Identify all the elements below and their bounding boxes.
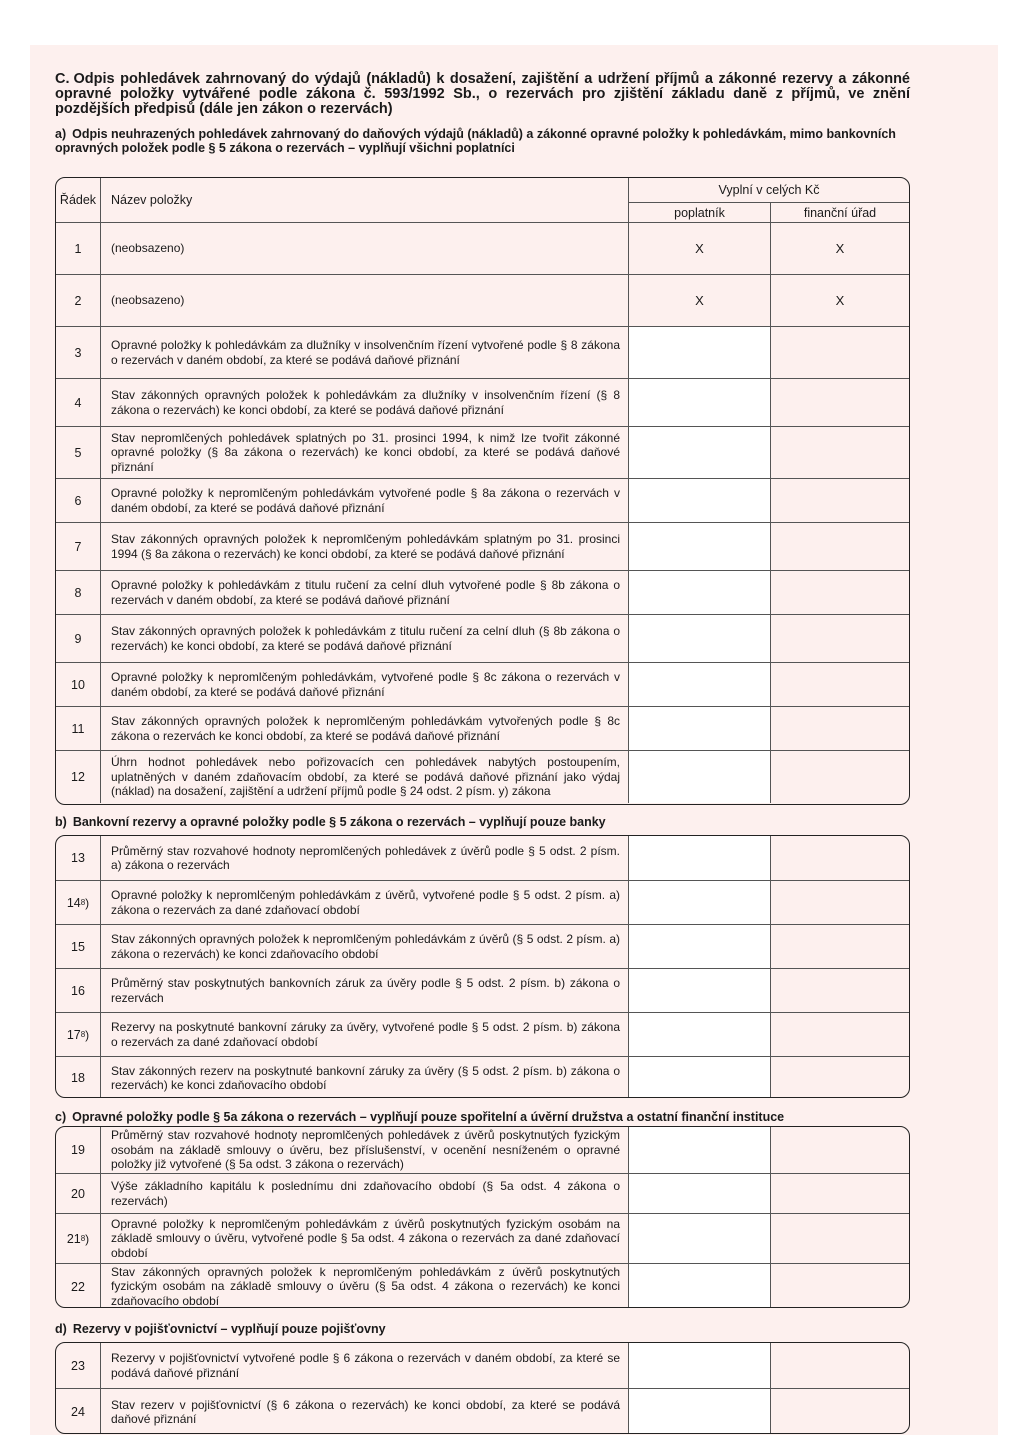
- table-row: [56, 1012, 909, 1056]
- taxpayer-value-crossed: X: [629, 275, 771, 326]
- footnote-mark: 8: [80, 1030, 86, 1039]
- table-part-a: [55, 177, 910, 805]
- taxpayer-value-field[interactable]: [629, 1214, 771, 1263]
- taxpayer-value-field[interactable]: [629, 1127, 771, 1173]
- taxpayer-value-field[interactable]: [629, 523, 771, 570]
- tax-office-value-field: [771, 925, 909, 968]
- row-number: [56, 223, 101, 274]
- tax-office-value-field: [771, 523, 909, 570]
- taxpayer-value-field[interactable]: [629, 1389, 771, 1434]
- row-number: [56, 1264, 101, 1308]
- row-number-text: 1: [74, 241, 82, 256]
- row-number-text: 21: [66, 1231, 81, 1246]
- row-number-text: 10: [71, 677, 85, 692]
- row-number-text: 2: [74, 293, 82, 308]
- footnote-mark: 8: [80, 898, 86, 907]
- footnote-paren: ): [85, 895, 90, 910]
- footnote-mark: 8: [80, 1234, 86, 1243]
- row-number: [56, 523, 101, 570]
- tax-office-value-field: [771, 1127, 909, 1173]
- taxpayer-value-field[interactable]: [629, 707, 771, 750]
- taxpayer-value-field[interactable]: [629, 1013, 771, 1056]
- header-values: [629, 178, 909, 222]
- table-header: [56, 178, 909, 222]
- header-tax-office: finanční úřad: [803, 205, 877, 220]
- section-c-title: [55, 72, 910, 117]
- row-number-text: 19: [71, 1143, 85, 1157]
- row-item-name: Opravné položky k nepromlčeným pohledávkám z úvěrů, vytvořené podle § 5 odst. 2 písm. a) zákona o rezervách za dané zdaňovací období: [101, 881, 629, 924]
- row-item-name: Stav nepromlčených pohledávek splatných po 31. prosinci 1994, k nimž lze tvořit zákonné opravné položky (§ 8a zákona o rezervách) ke konci období, za které se podává daňové přiznání: [101, 427, 629, 478]
- tax-office-value-crossed: X: [835, 293, 845, 308]
- part-d-text: Rezervy v pojišťovnictví – vyplňují pouze pojišťovny: [72, 1322, 386, 1336]
- row-number: [56, 571, 101, 614]
- row-item-name: Stav zákonných opravných položek k pohledávkám za dlužníky v insolvenčním řízení (§ 8 zákona o rezervách) ke konci období, za které se podává daňové přiznání: [101, 379, 629, 426]
- table-row: [56, 570, 909, 614]
- row-item-name: (neobsazeno): [101, 275, 629, 326]
- taxpayer-value-field[interactable]: [629, 427, 771, 478]
- row-number-text: 3: [74, 345, 82, 360]
- row-number: [56, 615, 101, 662]
- table-row: [56, 968, 909, 1012]
- part-c-label: c): [55, 1110, 67, 1124]
- taxpayer-value-field[interactable]: [629, 1343, 771, 1388]
- part-c-text: Opravné položky podle § 5a zákona o rezervách – vyplňují pouze spořitelní a úvěrní družstva a ostatní finanční instituce: [72, 1110, 785, 1124]
- row-number: [56, 427, 101, 478]
- row-item-name: Průměrný stav rozvahové hodnoty nepromlčených pohledávek z úvěrů podle § 5 odst. 2 písm. a) zákona o rezervách: [101, 836, 629, 880]
- part-c-title: [55, 1110, 910, 1124]
- tax-office-value-crossed: X: [835, 241, 845, 256]
- row-number-text: 24: [71, 1405, 85, 1419]
- row-number: [56, 1214, 101, 1263]
- table-row: [56, 706, 909, 750]
- taxpayer-value-crossed: X: [629, 223, 771, 274]
- row-number-text: 12: [71, 770, 85, 784]
- row-number-text: 11: [71, 721, 85, 736]
- row-item-name: Úhrn hodnot pohledávek nebo pořizovacích cen pohledávek nabytých postoupením, uplatněných v daném zdaňovacím období, za které se podává daňové přiznání jako výdaj (náklad) na dosažení, zajištění a udržení příjmů podle § 24 odst. 2 písm. y) zákona: [101, 751, 629, 803]
- tax-office-value-field: [771, 969, 909, 1012]
- footnote-paren: ): [85, 1231, 90, 1246]
- table-row: [56, 1213, 909, 1263]
- table-part-d: [55, 1342, 910, 1434]
- table-row: [56, 326, 909, 378]
- table-row: [56, 378, 909, 426]
- table-row: [56, 1173, 909, 1213]
- row-item-name: Stav zákonných opravných položek k nepromlčeným pohledávkám z úvěrů (§ 5 odst. 2 písm. a) zákona o rezervách) ke konci zdaňovacího období: [101, 925, 629, 968]
- tax-office-value-field: [771, 836, 909, 880]
- row-item-name: Opravné položky k nepromlčeným pohledávkám, vytvořené podle § 8c zákona o rezervách v daném období, za které se podává daňové přiznání: [101, 663, 629, 706]
- table-row: [56, 1263, 909, 1308]
- table-row: [56, 662, 909, 706]
- header-value-columns: [629, 203, 909, 222]
- row-number: [56, 969, 101, 1012]
- part-d-label: d): [55, 1322, 67, 1336]
- table-row: [56, 478, 909, 522]
- row-number: [56, 1127, 101, 1173]
- row-item-name: Opravné položky k nepromlčeným pohledávkám vytvořené podle § 8a zákona o rezervách v daném období, za které se podává daňové přiznání: [101, 479, 629, 522]
- table-row: [56, 880, 909, 924]
- row-number-text: 18: [71, 1071, 85, 1085]
- taxpayer-value-field[interactable]: [629, 479, 771, 522]
- row-number: [56, 836, 101, 880]
- tax-office-value-field: [771, 1013, 909, 1056]
- table-row: [56, 274, 909, 326]
- part-d-title: [55, 1322, 910, 1336]
- part-b-label: b): [55, 815, 67, 829]
- tax-office-value-field: [771, 327, 909, 378]
- row-number-text: 16: [71, 983, 85, 998]
- row-item-name: Stav zákonných opravných položek k nepromlčeným pohledávkám splatným po 31. prosinci 1994 (§ 8a zákona o rezervách) ke konci období, za které se podává daňové přiznání: [101, 523, 629, 570]
- table-part-c: [55, 1126, 910, 1308]
- row-item-name: Opravné položky k pohledávkám z titulu ručení za celní dluh vytvořené podle § 8b zákona o rezervách v daném období, za které se podává daňové přiznání: [101, 571, 629, 614]
- table-row: [56, 750, 909, 803]
- section-c-text: Odpis pohledávek zahrnovaný do výdajů (nákladů) k dosažení, zajištění a udržení příjmů a zákonné rezervy a zákonné opravné položky vytvářené podle zákona č. 593/1992 Sb., o rezervách pro zjištění základu daně z příjmů, ve znění pozdějších předpisů (dále jen zákon o rezervách): [55, 71, 910, 117]
- taxpayer-value-field[interactable]: [629, 663, 771, 706]
- row-number: [56, 1174, 101, 1213]
- tax-office-value-field: [771, 1174, 909, 1213]
- row-number-text: 5: [74, 445, 82, 460]
- tax-office-value-field: [771, 379, 909, 426]
- row-item-name: Stav zákonných opravných položek k nepromlčeným pohledávkám vytvořených podle § 8c zákona o rezervách ke konci období, za které se podává daňové přiznání: [101, 707, 629, 750]
- tax-office-value-field: [771, 707, 909, 750]
- table-row: [56, 222, 909, 274]
- row-number-text: 17: [66, 1027, 81, 1042]
- row-number-text: 14: [66, 895, 81, 910]
- tax-office-value-field: [771, 1389, 909, 1434]
- row-item-name: Opravné položky k nepromlčeným pohledávkám z úvěrů poskytnutých fyzickým osobám na základě smlouvy o úvěru, vytvořené podle § 5a odst. 4 zákona o rezervách za dané zdaňovací období: [101, 1214, 629, 1263]
- part-b-text: Bankovní rezervy a opravné položky podle § 5 zákona o rezervách – vyplňují pouze banky: [72, 815, 606, 829]
- taxpayer-value-field[interactable]: [629, 327, 771, 378]
- row-number-text: 13: [71, 851, 85, 865]
- header-row-number: Řádek: [56, 178, 101, 222]
- table-row: [56, 836, 909, 880]
- row-item-name: Stav zákonných rezerv na poskytnuté bankovní záruky za úvěry (§ 5 odst. 2 písm. b) zákona o rezervách) ke konci zdaňovacího období: [101, 1057, 629, 1098]
- row-item-name: Průměrný stav rozvahové hodnoty nepromlčených pohledávek z úvěrů poskytnutých fyzickým osobám na základě smlouvy o úvěru, bez příslušenství, v ocenění nesníženém o opravné položky již vytvořené (§ 5a odst. 3 zákona o rezervách): [101, 1127, 629, 1173]
- taxpayer-value-field[interactable]: [629, 751, 771, 803]
- row-number: [56, 1057, 101, 1098]
- row-number-text: 6: [74, 493, 82, 508]
- row-number-text: 9: [74, 631, 82, 646]
- table-part-b: [55, 835, 910, 1098]
- row-number-text: 8: [74, 585, 82, 600]
- row-item-name: Rezervy v pojišťovnictví vytvořené podle § 6 zákona o rezervách v daném období, za které se podává daňové přiznání: [101, 1343, 629, 1388]
- table-row: [56, 522, 909, 570]
- taxpayer-value-field[interactable]: [629, 836, 771, 880]
- row-number-text: 15: [71, 939, 85, 954]
- row-item-name: Opravné položky k pohledávkám za dlužníky v insolvenčním řízení vytvořené podle § 8 zákona o rezervách v daném období, za které se podává daňové přiznání: [101, 327, 629, 378]
- table-row: [56, 1056, 909, 1098]
- tax-office-value-field: [771, 1057, 909, 1098]
- tax-office-value-field: [771, 663, 909, 706]
- taxpayer-value-field[interactable]: [629, 1264, 771, 1308]
- taxpayer-value-field[interactable]: [629, 571, 771, 614]
- table-row: [56, 924, 909, 968]
- row-number: [56, 663, 101, 706]
- part-a-title: [55, 127, 910, 155]
- footnote-paren: ): [85, 1027, 90, 1042]
- row-item-name: Stav zákonných opravných položek k nepromlčeným pohledávkám z úvěrů poskytnutých fyzickým osobám na základě smlouvy o úvěru (§ 5a odst. 4 zákona o rezervách) ke konci zdaňovacího období: [101, 1264, 629, 1308]
- section-c-label: C.: [55, 71, 70, 87]
- row-number: [56, 707, 101, 750]
- row-number-text: 7: [74, 539, 82, 554]
- tax-office-value-field: [771, 881, 909, 924]
- taxpayer-value-field[interactable]: [629, 1174, 771, 1213]
- row-item-name: Stav zákonných opravných položek k pohledávkám z titulu ručení za celní dluh (§ 8b zákona o rezervách) ke konci období, za které se podává daňové přiznání: [101, 615, 629, 662]
- row-item-name: Výše základního kapitálu k poslednímu dni zdaňovacího období (§ 5a odst. 4 zákona o rezervách): [101, 1174, 629, 1213]
- tax-office-value-field: [771, 479, 909, 522]
- row-number: [56, 327, 101, 378]
- tax-office-value-field: [771, 1264, 909, 1308]
- row-number: [56, 1389, 101, 1434]
- row-number-text: 20: [71, 1186, 85, 1201]
- header-taxpayer: poplatník: [629, 203, 771, 222]
- part-b-title: [55, 815, 910, 829]
- row-item-name: Rezervy na poskytnuté bankovní záruky za úvěry, vytvořené podle § 5 odst. 2 písm. b) zákona o rezervách za dané zdaňovací období: [101, 1013, 629, 1056]
- row-number: [56, 379, 101, 426]
- part-a-label: a): [55, 127, 67, 141]
- table-row: [56, 1127, 909, 1173]
- row-number-text: 22: [71, 1279, 85, 1294]
- taxpayer-value-field[interactable]: [629, 615, 771, 662]
- tax-office-value-field: [771, 751, 909, 803]
- table-row: [56, 1343, 909, 1388]
- header-item-name: Název položky: [101, 178, 629, 222]
- row-number-text: 4: [74, 395, 82, 410]
- tax-office-value-field: [771, 427, 909, 478]
- row-number: [56, 1343, 101, 1388]
- taxpayer-value-field[interactable]: [629, 969, 771, 1012]
- part-a-text: Odpis neuhrazených pohledávek zahrnovaný do daňových výdajů (nákladů) a zákonné opravné položky k pohledávkám, mimo bankovních opravných položek podle § 5 zákona o rezervách – vyplňují všichni poplatníci: [55, 127, 896, 155]
- row-number-text: 23: [71, 1358, 85, 1373]
- taxpayer-value-field[interactable]: [629, 379, 771, 426]
- taxpayer-value-field[interactable]: [629, 1057, 771, 1098]
- form-content: [55, 72, 910, 1434]
- row-item-name: (neobsazeno): [101, 223, 629, 274]
- row-number: [56, 925, 101, 968]
- header-fill-in-czk: Vyplní v celých Kč: [629, 178, 909, 203]
- taxpayer-value-field[interactable]: [629, 881, 771, 924]
- table-row: [56, 614, 909, 662]
- tax-office-value-field: [771, 615, 909, 662]
- row-number: [56, 479, 101, 522]
- row-item-name: Průměrný stav poskytnutých bankovních záruk za úvěry podle § 5 odst. 2 písm. b) zákona o rezervách: [101, 969, 629, 1012]
- taxpayer-value-field[interactable]: [629, 925, 771, 968]
- row-number: [56, 1013, 101, 1056]
- tax-office-value-field: [771, 1214, 909, 1263]
- table-row: [56, 1388, 909, 1434]
- row-number: [56, 881, 101, 924]
- row-item-name: Stav rezerv v pojišťovnictví (§ 6 zákona o rezervách) ke konci období, za které se podává daňové přiznání: [101, 1389, 629, 1434]
- tax-office-value-field: [771, 571, 909, 614]
- tax-office-value-field: [771, 1343, 909, 1388]
- table-row: [56, 426, 909, 478]
- row-number: [56, 275, 101, 326]
- row-number: [56, 751, 101, 803]
